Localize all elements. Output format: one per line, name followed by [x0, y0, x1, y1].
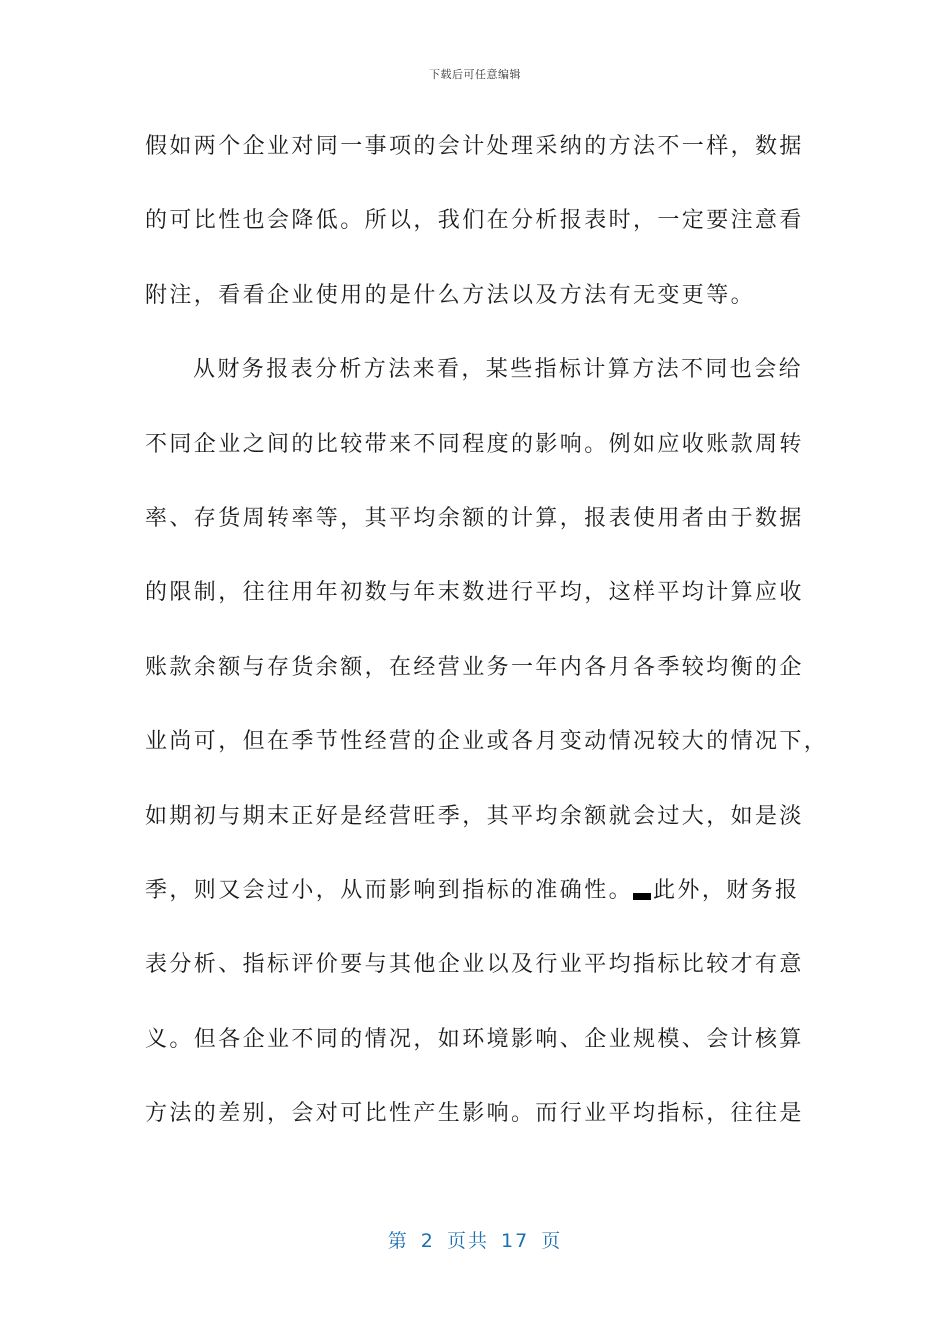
text-line-2: 的可比性也会降低。所以，我们在分析报表时，一定要注意看 [145, 208, 804, 234]
text-line-5: 不同企业之间的比较带来不同程度的影响。例如应收账款周转 [145, 431, 804, 457]
text-line-11-part-b: 此外，财务报 [653, 877, 800, 903]
page-header-note: 下载后可任意编辑 [429, 68, 521, 81]
text-line-3: 附注，看看企业使用的是什么方法以及方法有无变更等。 [145, 282, 756, 308]
text-line-12: 表分析、指标评价要与其他企业以及行业平均指标比较才有意 [145, 952, 804, 978]
text-line-4-paragraph-start: 从财务报表分析方法来看，某些指标计算方法不同也会给 [193, 357, 804, 383]
footer-page-current: 2 [420, 1230, 435, 1252]
footer-page-suffix: 页 [541, 1230, 563, 1252]
text-line-14: 方法的差别，会对可比性产生影响。而行业平均指标，往往是 [145, 1101, 804, 1127]
text-line-7: 的限制，往往用年初数与年末数进行平均，这样平均计算应收 [145, 580, 804, 606]
text-line-9: 业尚可，但在季节性经营的企业或各月变动情况较大的情况下， [145, 729, 829, 755]
text-line-1: 假如两个企业对同一事项的会计处理采纳的方法不一样，数据 [145, 134, 804, 159]
text-line-13: 义。但各企业不同的情况，如环境影响、企业规模、会计核算 [145, 1026, 804, 1052]
text-line-11-part-a: 季，则又会过小，从而影响到指标的准确性。 [145, 877, 634, 903]
document-body [145, 110, 829, 1151]
footer-page-mid: 页共 [446, 1230, 489, 1252]
footer-page-total: 17 [501, 1230, 530, 1252]
text-line-8: 账款余额与存货余额，在经营业务一年内各月各季较均衡的企 [145, 654, 804, 680]
page-footer [0, 1226, 950, 1253]
text-line-10: 如期初与期末正好是经营旺季，其平均余额就会过大，如是淡 [145, 803, 804, 829]
text-line-6: 率、存货周转率等，其平均余额的计算，报表使用者由于数据 [145, 505, 804, 531]
text-cursor-icon [633, 893, 651, 900]
text-line-11 [145, 854, 805, 928]
footer-page-prefix: 第 [387, 1230, 409, 1252]
